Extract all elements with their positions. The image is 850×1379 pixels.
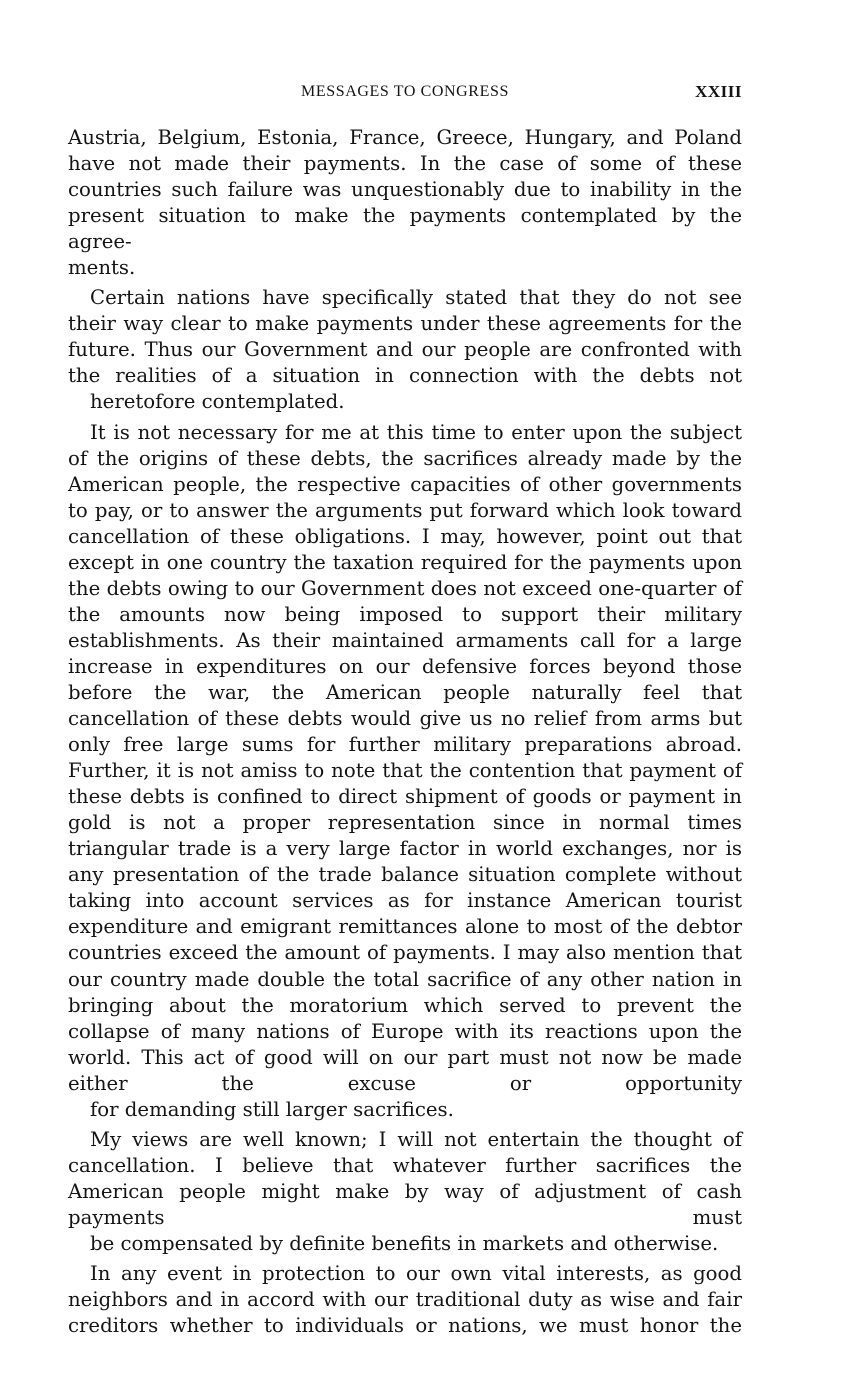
page-header bbox=[68, 80, 742, 104]
paragraph-last-line: ments. bbox=[68, 256, 136, 280]
paragraph-last-line: for demanding still larger sacrifices. bbox=[90, 1097, 454, 1121]
paragraph bbox=[68, 285, 742, 415]
paragraph-last-line: heretofore contemplated. bbox=[90, 390, 345, 414]
paragraph bbox=[68, 420, 742, 1123]
paragraph-text: Austria, Belgium, Estonia, France, Greece, Hungary, and Poland have not made their payments. In the case of some of these countries such failure was unquestionably due to inability in the present situation to make the payments contemplated by the agree- bbox=[68, 126, 742, 254]
paragraph bbox=[68, 1127, 742, 1257]
paragraph-text: It is not necessary for me at this time to enter upon the subject of the origins of these debts, the sacrifices already made by the American people, the respective capacities of other governments to pay, or to answer the arguments put forward which look toward cancellation of these obligations. I may, however, point out that except in one country the taxation required for the payments upon the debts owing to our Government does not exceed one-quarter of the amounts now being imposed to support their military establishments. As their maintained armaments call for a large increase in expenditures on our defensive forces beyond those before the war, the American people naturally feel that cancellation of these debts would give us no relief from arms but only free large sums for further military preparations abroad. Further, it is not amiss to note that the contention that payment of these debts is confined to direct shipment of goods or payment in gold is not a proper representation since in normal times triangular trade is a very large factor in world exchanges, nor is any presentation of the trade balance situation complete without taking into account services as for instance American tourist expenditure and emigrant remittances alone to most of the debtor countries exceed the amount of payments. I may also mention that our country made double the total sacrifice of any other nation in bringing about the moratorium which served to prevent the collapse of many nations of Europe with its reactions upon the world. This act of good will on our part must not now be made either the excuse or opportunity bbox=[68, 420, 742, 1095]
body-text bbox=[68, 125, 742, 1343]
paragraph-last-line: be compensated by definite benefits in markets and otherwise. bbox=[90, 1231, 719, 1255]
paragraph bbox=[68, 1261, 742, 1339]
running-title: MESSAGES TO CONGRESS bbox=[301, 83, 509, 100]
paragraph-text: My views are well known; I will not entertain the thought of cancellation. I believe that whatever further sacrifices the American people might make by way of adjustment of cash payments must bbox=[68, 1127, 742, 1229]
paragraph-text: In any event in protection to our own vital interests, as good neighbors and in accord with our traditional duty as wise and fair creditors whether to individuals or nations, we must honor the bbox=[68, 1262, 742, 1338]
paragraph-text: Certain nations have specifically stated that they do not see their way clear to make payments under these agreements for the future. Thus our Government and our people are confronted with the realities of a situation in connection with the debts not bbox=[68, 286, 742, 388]
paragraph bbox=[68, 125, 742, 281]
page-number: XXIII bbox=[695, 82, 742, 101]
